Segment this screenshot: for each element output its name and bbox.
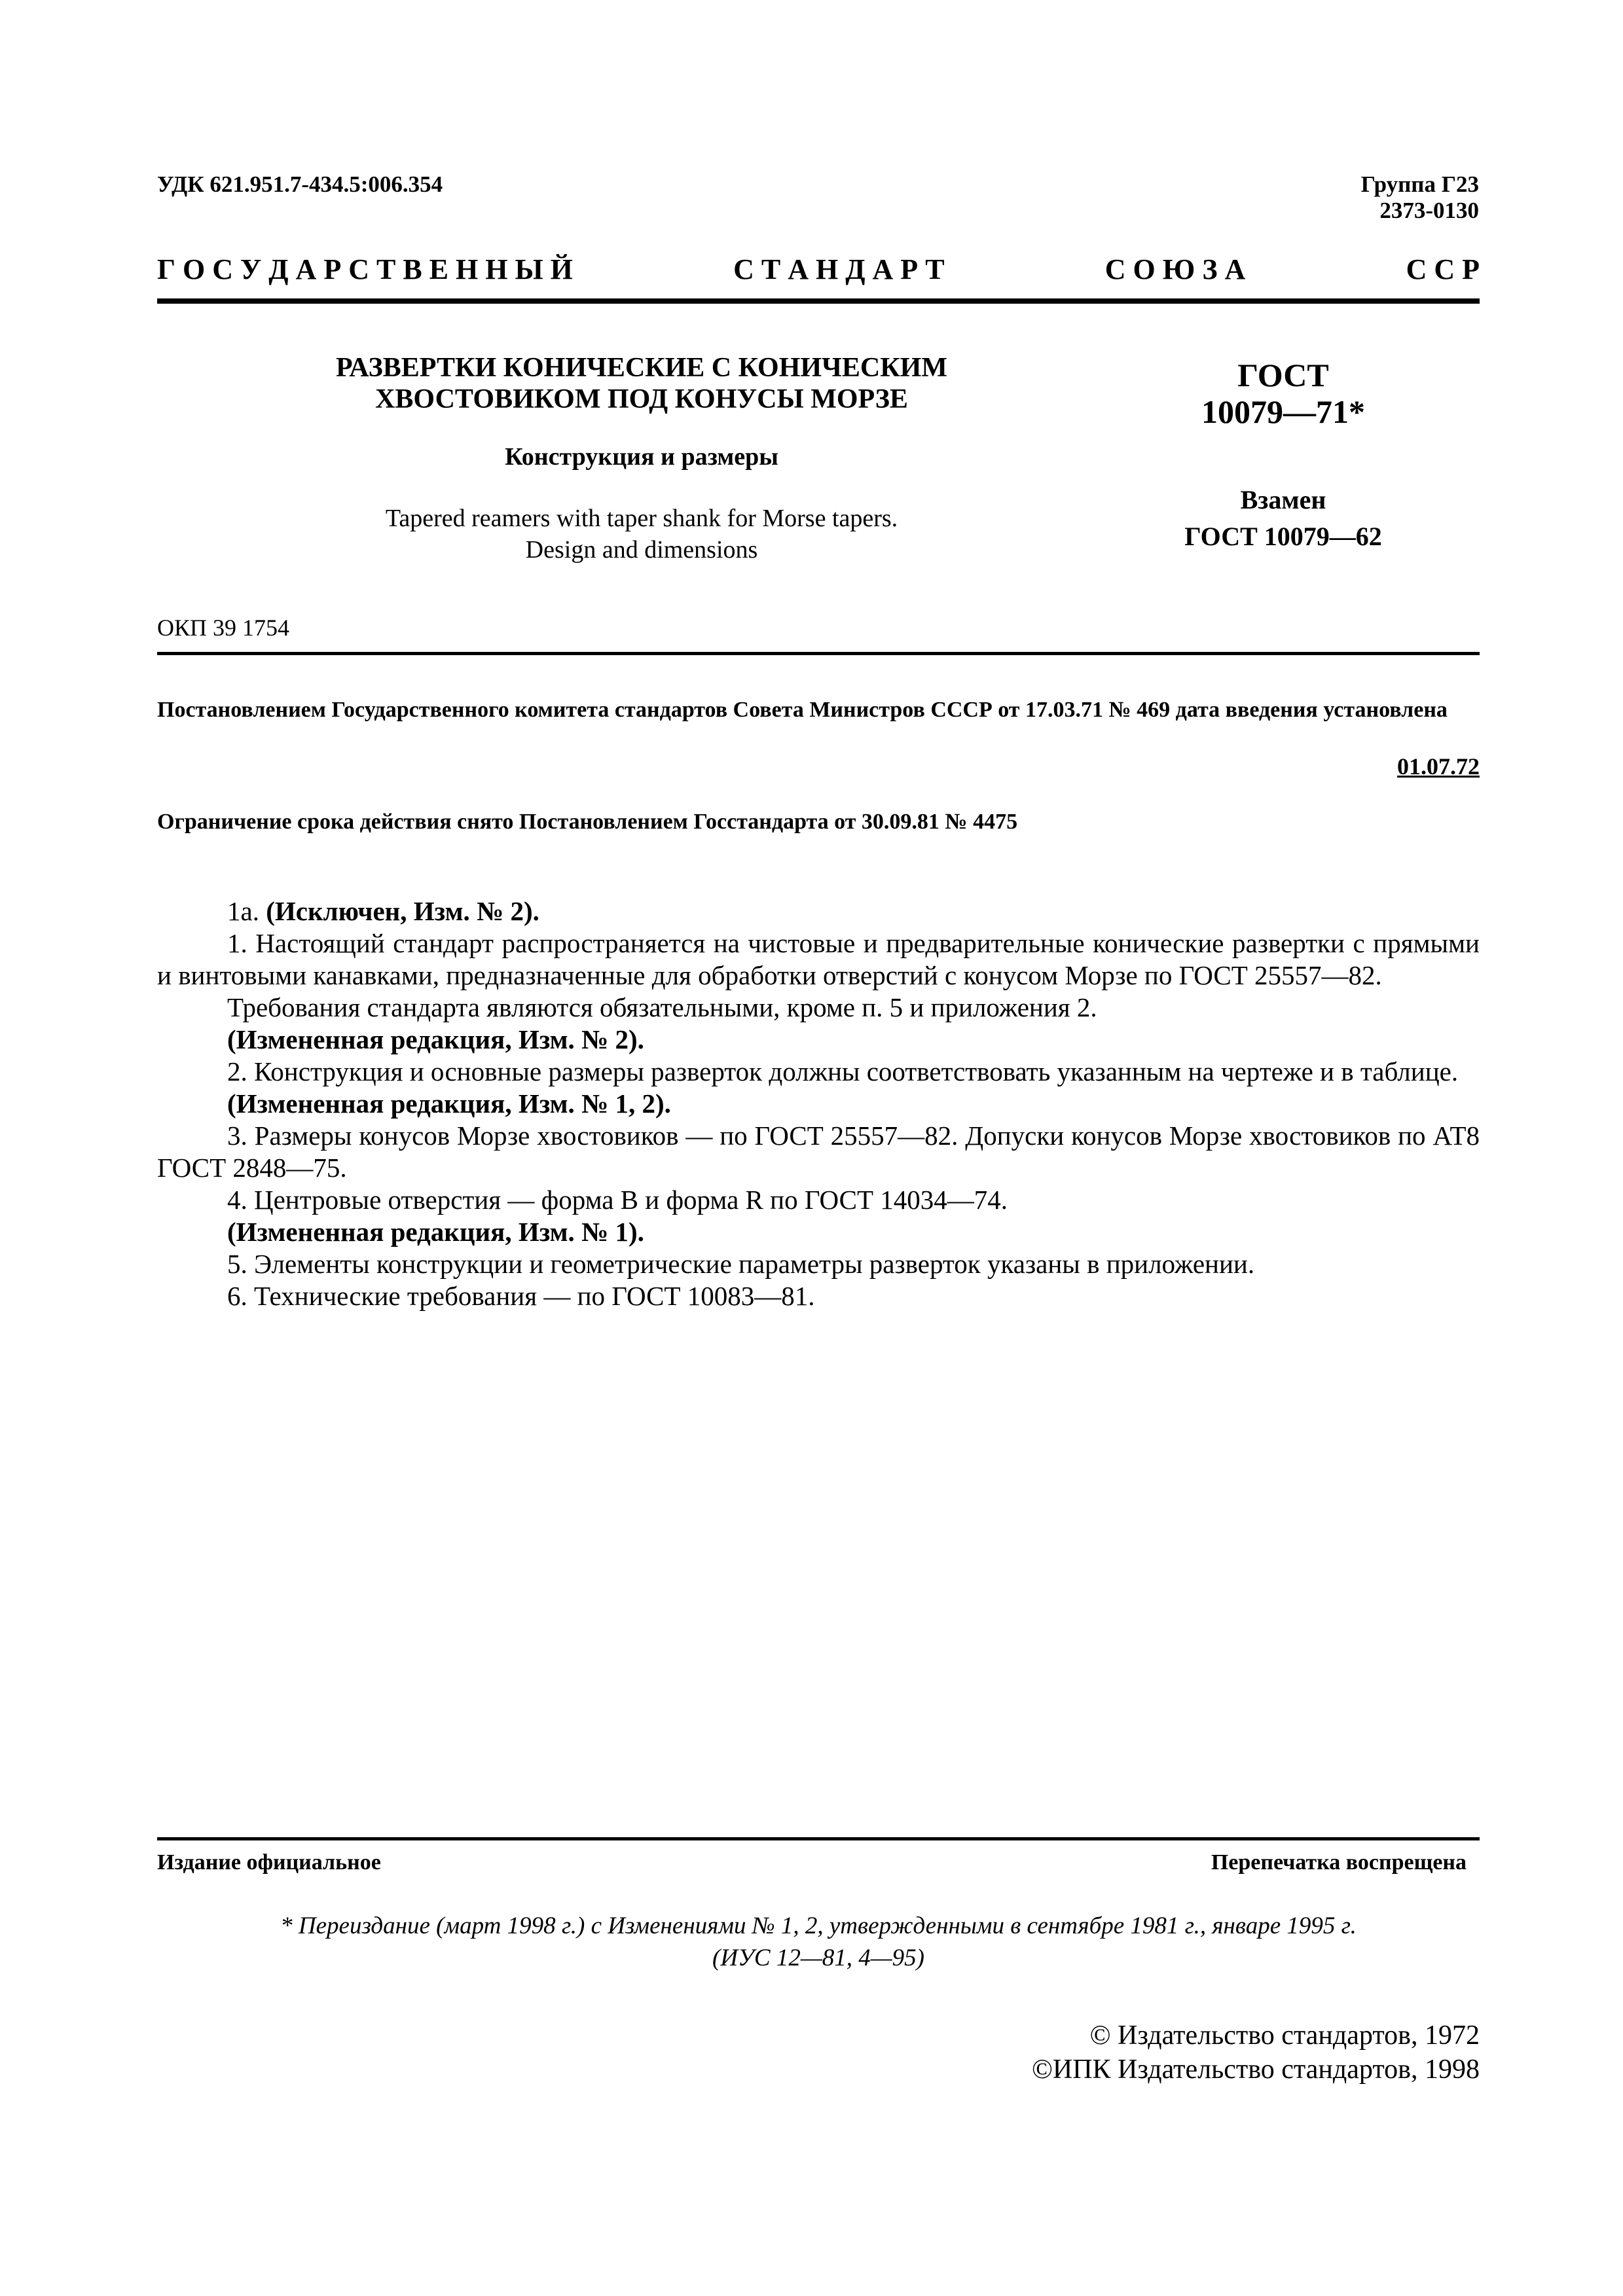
body-paragraph: 6. Технические требования — по ГОСТ 10083—81. xyxy=(227,1281,815,1311)
replaces-block xyxy=(1113,482,1453,555)
body-paragraph: 4. Центровые отверстия — форма В и форма R по ГОСТ 14034—74. xyxy=(227,1185,1008,1215)
copyright-1972: © Издательство стандартов, 1972 xyxy=(1089,2020,1480,2051)
banner-word: С С Р xyxy=(1406,253,1480,285)
copyright-block xyxy=(1032,2018,1480,2087)
body-paragraph: 2. Конструкция и основные размеры разверток должны соответствовать указанным на чертеже и в таблице. xyxy=(227,1056,1459,1086)
standard-label: ГОСТ xyxy=(1237,357,1329,393)
reissue-line-1: * Переиздание (март 1998 г.) с Изменениями № 1, 2, утвержденными в сентябре 1981 г., январе 1995 г. xyxy=(280,1912,1357,1939)
body-paragraph: 1а. (Исключен, Изм. № 2). xyxy=(227,896,539,926)
effective-date: 01.07.72 xyxy=(1397,753,1480,780)
edition-label: Издание официальное xyxy=(157,1850,381,1874)
body-text xyxy=(157,895,1480,1312)
replaces-value: ГОСТ 10079—62 xyxy=(1184,522,1382,551)
group-block xyxy=(1361,171,1479,224)
banner-divider xyxy=(157,298,1480,304)
amendment-note: (Измененная редакция, Изм. № 1). xyxy=(227,1217,644,1247)
body-paragraph: 5. Элементы конструкции и геометрические параметры разверток указаны в приложении. xyxy=(227,1249,1255,1279)
english-title-line-2: Design and dimensions xyxy=(525,536,758,564)
standard-number-block xyxy=(1113,357,1453,430)
limitation-note: Ограничение срока действия снято Постановлением Госстандарта от 30.09.81 № 4475 xyxy=(157,810,1018,834)
classifier-code: 2373-0130 xyxy=(1379,198,1479,223)
standard-number: 10079—71* xyxy=(1201,393,1365,430)
title-line-2: ХВОСТОВИКОМ ПОД КОНУСЫ МОРЗЕ xyxy=(375,384,908,414)
amendment-note: (Измененная редакция, Изм. № 1, 2). xyxy=(227,1088,671,1119)
document-subtitle: Конструкция и размеры xyxy=(505,443,778,471)
reissue-line-2: (ИУС 12—81, 4—95) xyxy=(712,1945,924,1971)
english-title-line-1: Tapered reamers with taper shank for Morse tapers. xyxy=(385,505,898,532)
body-paragraph: 3. Размеры конусов Морзе хвостовиков — по ГОСТ 25557—82. Допуски конусов Морзе хвостовиков по АТ8 ГОСТ 2848—75. xyxy=(157,1121,1480,1183)
banner-word: Г О С У Д А Р С Т В Е Н Н Ы Й xyxy=(157,253,573,285)
decree-text: Постановлением Государственного комитета стандартов Совета Министров СССР от 17.03.71 № 469 дата введения установлена xyxy=(157,698,1448,722)
reprint-notice: Перепечатка воспрещена xyxy=(1211,1850,1467,1874)
replaces-label: Взамен xyxy=(1240,485,1326,514)
body-paragraph: 1. Настоящий стандарт распространяется на чистовые и предварительные конические развертки с прямыми и винтовыми канавками, предназначенные для обработки отверстий с конусом Морзе по ГОСТ 25557—82. xyxy=(157,928,1480,990)
copyright-1998: ©ИПК Издательство стандартов, 1998 xyxy=(1031,2054,1480,2085)
okp-code: ОКП 39 1754 xyxy=(157,615,290,641)
footer-divider xyxy=(157,1837,1480,1840)
state-standard-banner xyxy=(157,252,1480,286)
section-divider xyxy=(157,652,1480,655)
reissue-note xyxy=(157,1910,1480,1974)
english-title xyxy=(249,503,1034,565)
body-paragraph: Требования стандарта являются обязательными, кроме п. 5 и приложения 2. xyxy=(227,992,1097,1022)
amendment-note: (Измененная редакция, Изм. № 2). xyxy=(227,1024,644,1054)
banner-word: С О Ю З А xyxy=(1104,253,1246,285)
banner-word: С Т А Н Д А Р Т xyxy=(733,253,945,285)
group-label: Группа Г23 xyxy=(1360,171,1479,197)
udk-code: УДК 621.951.7-434.5:006.354 xyxy=(157,171,443,197)
document-title xyxy=(249,352,1034,415)
title-line-1: РАЗВЕРТКИ КОНИЧЕСКИЕ С КОНИЧЕСКИМ xyxy=(336,353,947,383)
